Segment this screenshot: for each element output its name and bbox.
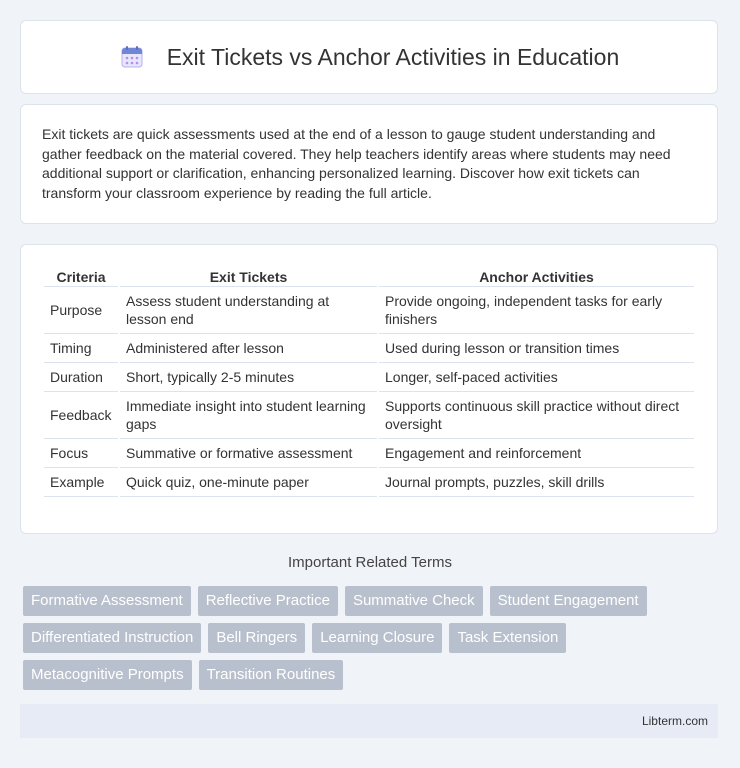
table-cell: Supports continuous skill practice without direct oversight xyxy=(379,392,694,439)
table-cell: Feedback xyxy=(44,392,118,439)
table-cell: Used during lesson or transition times xyxy=(379,334,694,363)
footer xyxy=(20,704,718,738)
related-terms-list xyxy=(23,586,723,690)
table-cell: Timing xyxy=(44,334,118,363)
table-cell: Journal prompts, puzzles, skill drills xyxy=(379,468,694,497)
tag-metacognitive-prompts[interactable]: Metacognitive Prompts xyxy=(23,660,192,690)
table-row xyxy=(44,439,694,468)
tag-task-extension[interactable]: Task Extension xyxy=(449,623,566,653)
tag-learning-closure[interactable]: Learning Closure xyxy=(312,623,442,653)
tag-transition-routines[interactable]: Transition Routines xyxy=(199,660,344,690)
tag-differentiated-instruction[interactable]: Differentiated Instruction xyxy=(23,623,201,653)
tag-student-engagement[interactable]: Student Engagement xyxy=(490,586,647,616)
intro-card xyxy=(20,104,718,224)
table-cell: Duration xyxy=(44,363,118,392)
column-header-exit-tickets: Exit Tickets xyxy=(120,265,377,287)
table-header-row xyxy=(44,265,694,287)
table-row xyxy=(44,468,694,497)
table-cell: Summative or formative assessment xyxy=(120,439,377,468)
tag-bell-ringers[interactable]: Bell Ringers xyxy=(208,623,305,653)
page-title: Exit Tickets vs Anchor Activities in Education xyxy=(166,43,620,70)
table-cell: Focus xyxy=(44,439,118,468)
table-cell: Longer, self-paced activities xyxy=(379,363,694,392)
tag-formative-assessment[interactable]: Formative Assessment xyxy=(23,586,191,616)
tag-summative-check[interactable]: Summative Check xyxy=(345,586,483,616)
calendar-icon xyxy=(119,44,145,70)
table-row xyxy=(44,363,694,392)
table-cell: Quick quiz, one-minute paper xyxy=(120,468,377,497)
header-card xyxy=(20,20,718,94)
column-header-criteria: Criteria xyxy=(44,265,118,287)
table-cell: Administered after lesson xyxy=(120,334,377,363)
table-cell: Immediate insight into student learning gaps xyxy=(120,392,377,439)
table-row xyxy=(44,334,694,363)
related-terms-title: Important Related Terms xyxy=(288,554,452,571)
tag-reflective-practice[interactable]: Reflective Practice xyxy=(198,586,338,616)
table-cell: Example xyxy=(44,468,118,497)
table-cell: Short, typically 2-5 minutes xyxy=(120,363,377,392)
comparison-table xyxy=(42,265,696,497)
intro-text: Exit tickets are quick assessments used at the end of a lesson to gauge student understanding and gather feedback on the material covered. They help teachers identify areas where students may need additional support or clarification, enhancing personalized learning. Discover how exit tickets can transform your classroom experience by reading the full article. xyxy=(42,126,671,201)
table-cell: Provide ongoing, independent tasks for early finishers xyxy=(379,287,694,334)
footer-brand-link[interactable]: Libterm.com xyxy=(641,714,708,728)
table-cell: Purpose xyxy=(44,287,118,334)
table-row xyxy=(44,392,694,439)
table-cell: Engagement and reinforcement xyxy=(379,439,694,468)
column-header-anchor-activities: Anchor Activities xyxy=(379,265,694,287)
table-cell: Assess student understanding at lesson end xyxy=(120,287,377,334)
table-row xyxy=(44,287,694,334)
comparison-table-card xyxy=(20,244,718,534)
